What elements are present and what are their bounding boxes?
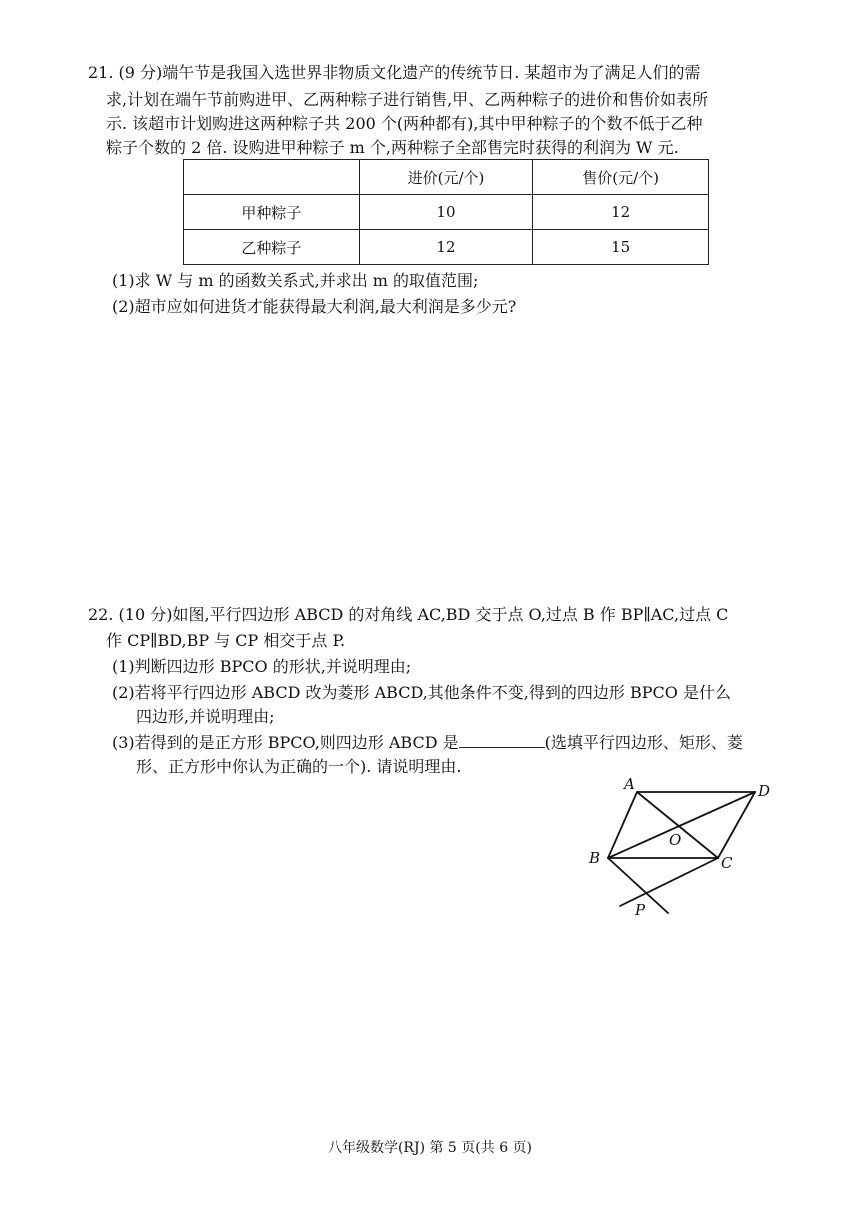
parallelogram-figure xyxy=(580,772,780,922)
q21-line-4: 粽子个数的 2 倍. 设购进甲种粽子 m 个,两种粽子全部售完时获得的利润为 W 元. xyxy=(106,138,679,157)
label-o: O xyxy=(669,831,682,849)
q22-part-1: (1)判断四边形 BPCO 的形状,并说明理由; xyxy=(112,657,412,676)
table-cell: 10 xyxy=(359,195,533,230)
table-cell: 乙种粽子 xyxy=(184,230,360,265)
q21-line-3: 示. 该超市计划购进这两种粽子共 200 个(两种都有),其中甲种粽子的个数不低于乙种 xyxy=(106,114,703,133)
segment-dc xyxy=(718,792,755,858)
answer-blank xyxy=(459,731,545,748)
q21-line-1: 21. (9 分)端午节是我国入选世界非物质文化遗产的传统节日. 某超市为了满足人们的需 xyxy=(88,63,701,82)
q21-part-2: (2)超市应如何进货才能获得最大利润,最大利润是多少元? xyxy=(112,297,517,316)
table-header-cell: 进价(元/个) xyxy=(359,160,533,195)
q22-part-3-line-1 xyxy=(112,731,743,754)
q22-line-2: 作 CP∥BD,BP 与 CP 相交于点 P. xyxy=(106,631,346,650)
q21-part-1: (1)求 W 与 m 的函数关系式,并求出 m 的取值范围; xyxy=(112,271,479,290)
page-footer: 八年级数学(RJ) 第 5 页(共 6 页) xyxy=(327,1140,533,1156)
q22-line-1: 22. (10 分)如图,平行四边形 ABCD 的对角线 AC,BD 交于点 O,过点 B 作 BP∥AC,过点 C xyxy=(88,605,729,624)
table-cell: 12 xyxy=(359,230,533,265)
label-d: D xyxy=(758,782,771,800)
diagonal-bd xyxy=(608,792,755,858)
label-a: A xyxy=(624,775,635,793)
q22-part-3-text-after: (选填平行四边形、矩形、菱 xyxy=(544,733,743,752)
label-p: P xyxy=(635,901,646,919)
table-header-cell xyxy=(184,160,360,195)
label-c: C xyxy=(721,854,733,872)
q21-line-2: 求,计划在端午节前购进甲、乙两种粽子进行销售,甲、乙两种粽子的进价和售价如表所 xyxy=(106,90,709,109)
q22-part-2-line-1: (2)若将平行四边形 ABCD 改为菱形 ABCD,其他条件不变,得到的四边形 BPCO 是什么 xyxy=(112,683,731,702)
q22-part-2-line-2: 四边形,并说明理由; xyxy=(136,707,275,726)
table-cell: 甲种粽子 xyxy=(184,195,360,230)
label-b: B xyxy=(589,849,601,867)
table-row xyxy=(184,230,709,265)
price-table xyxy=(183,159,709,265)
table-header-cell: 售价(元/个) xyxy=(533,160,709,195)
q22-part-3-text: (3)若得到的是正方形 BPCO,则四边形 ABCD 是 xyxy=(112,733,459,752)
table-cell: 12 xyxy=(533,195,709,230)
table-header-row xyxy=(184,160,709,195)
table-row xyxy=(184,195,709,230)
table-cell: 15 xyxy=(533,230,709,265)
segment-ab xyxy=(608,792,637,858)
q22-part-3-line-2: 形、正方形中你认为正确的一个). 请说明理由. xyxy=(136,757,462,776)
